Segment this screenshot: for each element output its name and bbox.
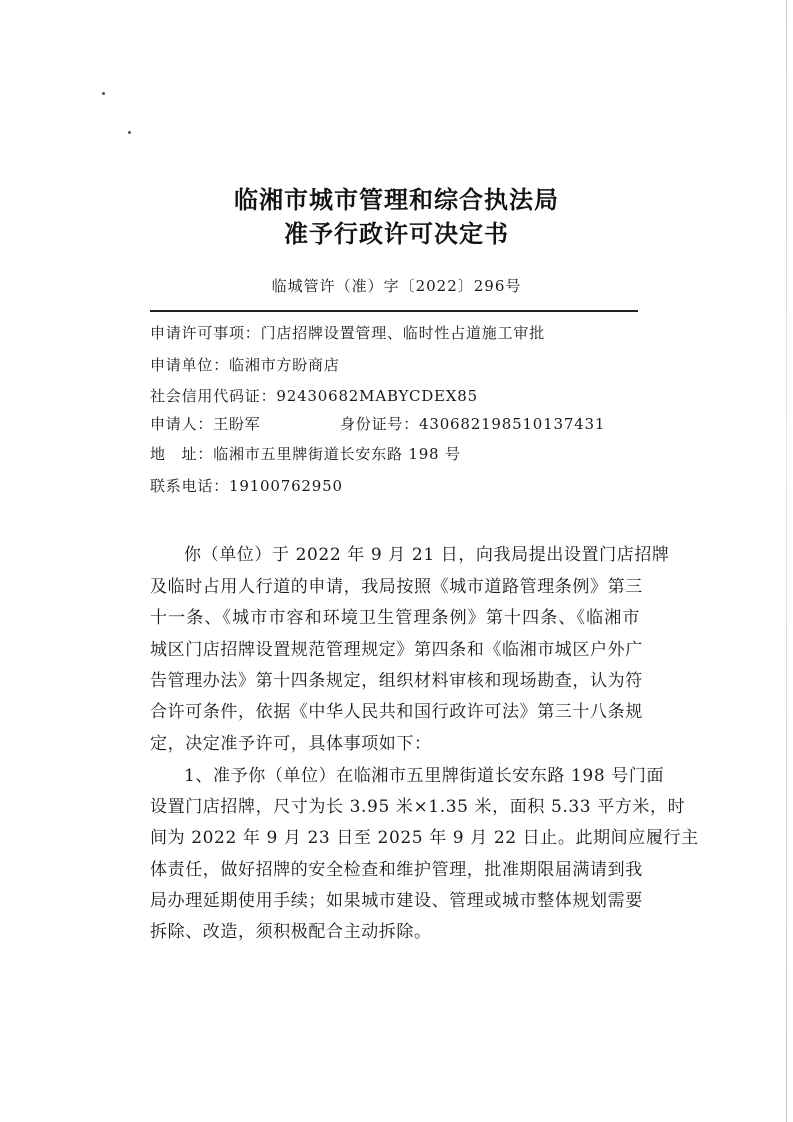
field-phone-value: 19100762950	[229, 477, 343, 495]
field-credit-code-label: 社会信用代码证：	[150, 387, 277, 405]
field-phone	[150, 475, 343, 496]
field-id-number-value: 430682198510137431	[419, 415, 606, 433]
paragraph-1-line: 城区门店招牌设置规范管理规定》第四条和《临湘市城区户外广	[150, 640, 643, 660]
field-phone-label: 联系电话：	[150, 477, 230, 495]
page-edge-shadow	[786, 0, 787, 1122]
field-applicant-value: 王盼军	[213, 415, 261, 433]
paragraph-1-line: 你（单位）于 2022 年 9 月 21 日，向我局提出设置门店招牌	[184, 545, 670, 565]
document-number: 临城管许（准）字〔2022〕296号	[271, 277, 522, 295]
field-unit	[150, 354, 340, 375]
field-matter-label: 申请许可事项：	[150, 324, 261, 342]
paragraph-2-line: 局办理延期使用手续；如果城市建设、管理或城市整体规划需要	[150, 891, 643, 911]
field-applicant-label: 申请人：	[150, 415, 214, 433]
field-matter	[150, 322, 545, 343]
field-applicant	[150, 413, 261, 434]
field-address-value: 临湘市五里牌街道长安东路 198 号	[213, 445, 461, 463]
paragraph-2-line: 拆除、改造，须积极配合主动拆除。	[150, 922, 432, 942]
scan-speck	[128, 131, 131, 134]
field-id-number-label: 身份证号：	[340, 415, 420, 433]
paragraph-2-line: 体责任，做好招牌的安全检查和维护管理，批准期限届满请到我	[150, 860, 643, 880]
field-id-number	[340, 413, 605, 434]
paragraph-2-line: 设置门店招牌，尺寸为长 3.95 米×1.35 米，面积 5.33 平方米，时	[150, 797, 686, 817]
paragraph-2-line: 1、准予你（单位）在临湘市五里牌街道长安东路 198 号门面	[184, 766, 665, 786]
field-credit-code	[150, 385, 478, 406]
paragraph-1-line: 合许可条件，依据《中华人民共和国行政许可法》第三十八条规	[150, 702, 643, 722]
header-divider	[150, 310, 638, 312]
document-title-type: 准予行政许可决定书	[284, 220, 509, 248]
field-credit-code-value: 92430682MABYCDEX85	[276, 387, 478, 405]
paragraph-1-line: 十一条、《城市市容和环境卫生管理条例》第十四条、《临湘市	[150, 608, 640, 628]
document-title-agency: 临湘市城市管理和综合执法局	[234, 186, 559, 214]
paragraph-1-line: 定，决定准予许可，具体事项如下：	[150, 734, 432, 754]
field-unit-value: 临湘市方盼商店	[229, 356, 340, 374]
paragraph-2-line: 间为 2022 年 9 月 23 日至 2025 年 9 月 22 日止。此期间应履行主	[150, 828, 699, 848]
paragraph-1-line: 告管理办法》第十四条规定，组织材料审核和现场勘查，认为符	[150, 671, 643, 691]
field-matter-value: 门店招牌设置管理、临时性占道施工审批	[260, 324, 546, 342]
field-unit-label: 申请单位：	[150, 356, 230, 374]
paragraph-1-line: 及临时占用人行道的申请，我局按照《城市道路管理条例》第三	[150, 577, 643, 597]
field-address-label: 地 址：	[150, 445, 214, 463]
scan-speck	[102, 92, 105, 95]
field-address	[150, 443, 461, 464]
